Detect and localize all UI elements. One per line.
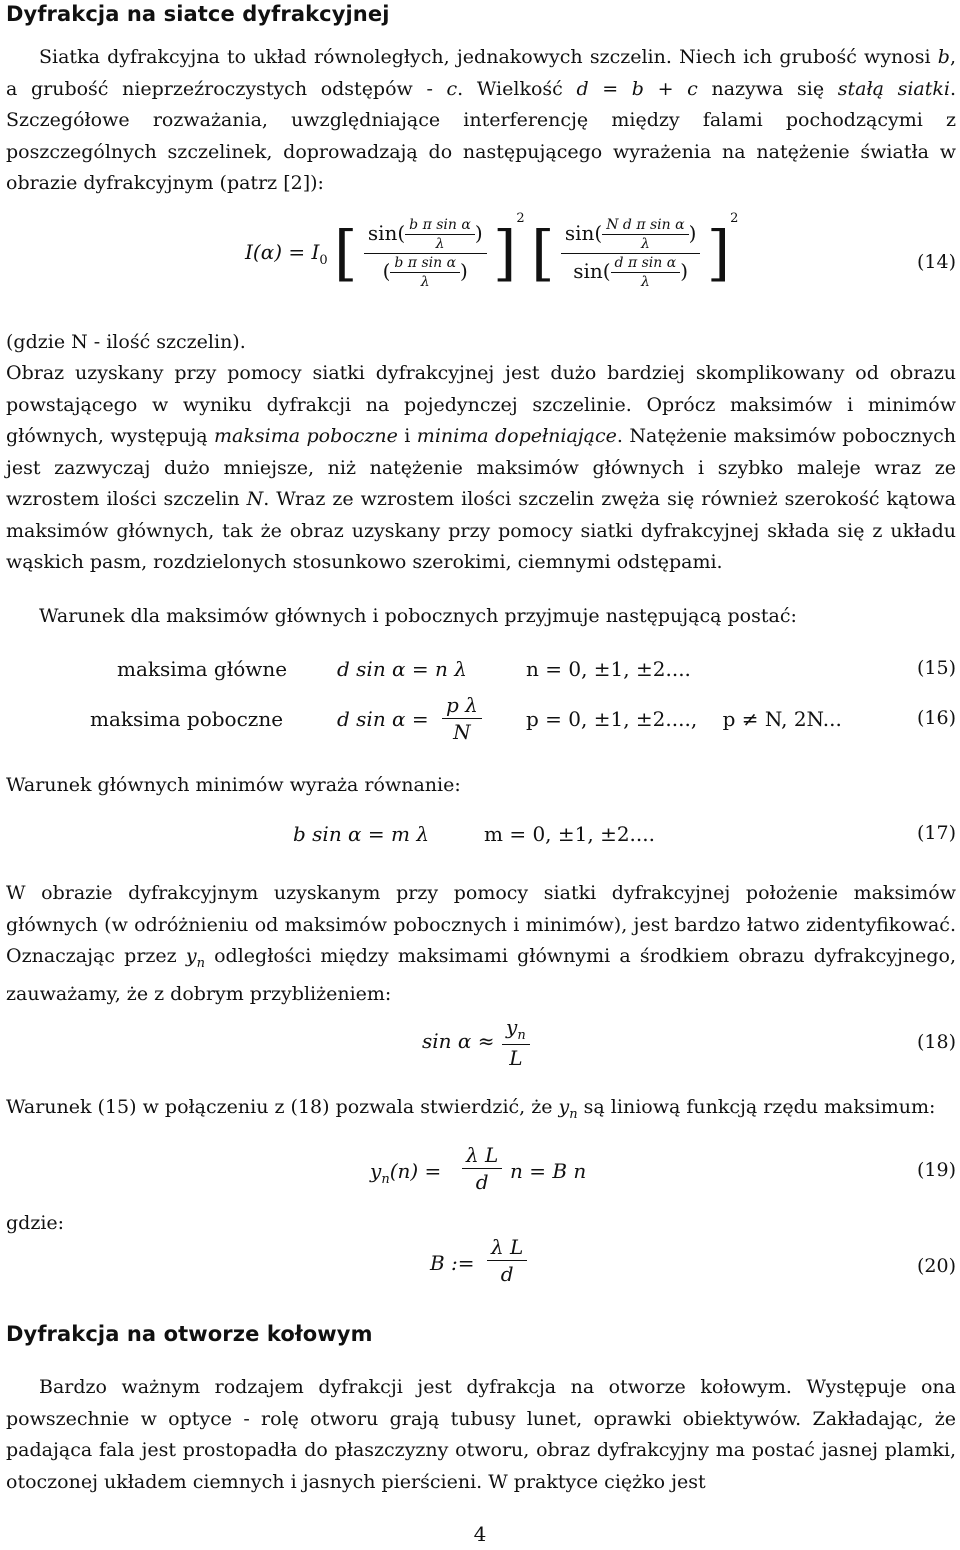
page-number: 4 [473, 1522, 487, 1546]
fraction-interference: sin( $\frac{\text{N d π sin α}}{\lambda}$ ) sin( $\frac{\text{d π sin α}}{\lambda}$ ) [561, 217, 701, 290]
equation-15: maksima główne d sin α = n λ n = 0, ±1, ±2.... (15) [117, 657, 956, 681]
paragraph-main-maxima: W obrazie dyfrakcyjnym uzyskanym przy pomocy siatki dyfrakcyjnej położenie maksimów głównych (w odróżnieniu od maksimów pobocznych i minimów), jest bardzo łatwo zidentyfikować. Oznaczając przez $y_n$ odległości między maksimami głównymi a środkiem obrazu dyfrakcyjnego, zauważamy, że z dobrym przybliżeniem: [6, 882, 956, 1006]
equation-20: B := $\frac{\text{λ L}}{d}$ (20) [430, 1235, 956, 1286]
note-n-slits: (gdzie N - ilość szczelin). [6, 331, 246, 353]
paragraph-intro: Siatka dyfrakcyjna to układ równoległych, jednakowych szczelin. Niech ich grubość wynosi b, a grubość nieprzeźroczystych odstępów - c. Wielkość d = b + c nazywa się stałą siatki. Szczegółowe rozważania, uwzględniające interferencję między falami pochodzącymi z poszczególnych szczelinek, doprowadzają do następującego wyrażenia na natężenie światła w obrazie dyfrakcyjnym (patrz [2]): [6, 46, 957, 194]
paragraph-min-condition: Warunek głównych minimów wyraża równanie: [6, 774, 461, 796]
equation-18: sin α ≈ $\frac{y_n}{L}$ (18) [422, 1015, 956, 1070]
paragraph-linear-function: Warunek (15) w połączeniu z (18) pozwala stwierdzić, że $y_n$ są liniową funkcją rzędu maksimum: [6, 1096, 936, 1122]
section-heading-circular: Dyfrakcja na otworze kołowym [6, 1322, 373, 1346]
equation-17: b sin α = m λ m = 0, ±1, ±2.... (17) [293, 822, 956, 846]
section-heading-grating: Dyfrakcja na siatce dyfrakcyjnej [6, 2, 390, 26]
equation-16: maksima poboczne d sin α = $\frac{\text{p λ}}{N}$ p = 0, ±1, ±2...., p ≠ N, 2N... (16) [90, 693, 956, 744]
paragraph-circular-aperture: Bardzo ważnym rodzajem dyfrakcji jest dyfrakcja na otworze kołowym. Występuje ona powszechnie w optyce - rolę otworu grają tubusy lunet, oprawki obiektywów. Zakładając, że padająca fala jest prostopadła do płaszczyzny otworu, obraz dyfrakcyjny ma postać jasnej plamki, otoczonej układem ciemnych i jasnych pierścieni. W praktyce ciężko jest [6, 1376, 956, 1493]
label-gdzie: gdzie: [6, 1212, 65, 1234]
equation-number: (14) [916, 251, 956, 273]
paragraph-max-conditions: Warunek dla maksimów głównych i pobocznych przyjmuje następującą postać: [39, 605, 797, 627]
fraction-single-slit: sin( $\frac{\text{b π sin α}}{\lambda}$ ) ( $\frac{\text{b π sin α}}{\lambda}$ ) [364, 217, 487, 290]
equation-14: $I(\alpha) = I_0$ [ sin( $\frac{\text{b π sin α}}{\lambda}$ ) ( $\frac{\text{b π sin α}}{\lambda}$ ) ]$^2$ [ sin( $\frac{\text{N d π sin α}}{\lambda}$ ) sin( $\frac{\text{d π sin α}}{\lambda}$ ) ]$^2$ (14) [245, 211, 956, 290]
paragraph-grating-image: Obraz uzyskany przy pomocy siatki dyfrakcyjnej jest dużo bardziej skomplikowany od obrazu powstającego w wyniku dyfrakcji na pojedynczej szczelinie. Oprócz maksimów i minimów głównych, występują maksima poboczne i minima dopełniające. Natężenie maksimów pobocznych jest zazwyczaj dużo mniejsze, niż natężenie maksimów głównych i szybko maleje wraz ze wzrostem ilości szczelin N. Wraz ze wzrostem ilości szczelin zwęża się również szerokość kątowa maksimów głównych, tak że obraz uzyskany przy pomocy siatki dyfrakcyjnej składa się z układu wąskich pasm, rozdzielonych stosunkowo szerokimi, ciemnymi odstępami. [6, 362, 956, 573]
equation-19: $y_n(n)$ = $\frac{\text{λ L}}{d}$ n = B n (19) [370, 1143, 956, 1194]
